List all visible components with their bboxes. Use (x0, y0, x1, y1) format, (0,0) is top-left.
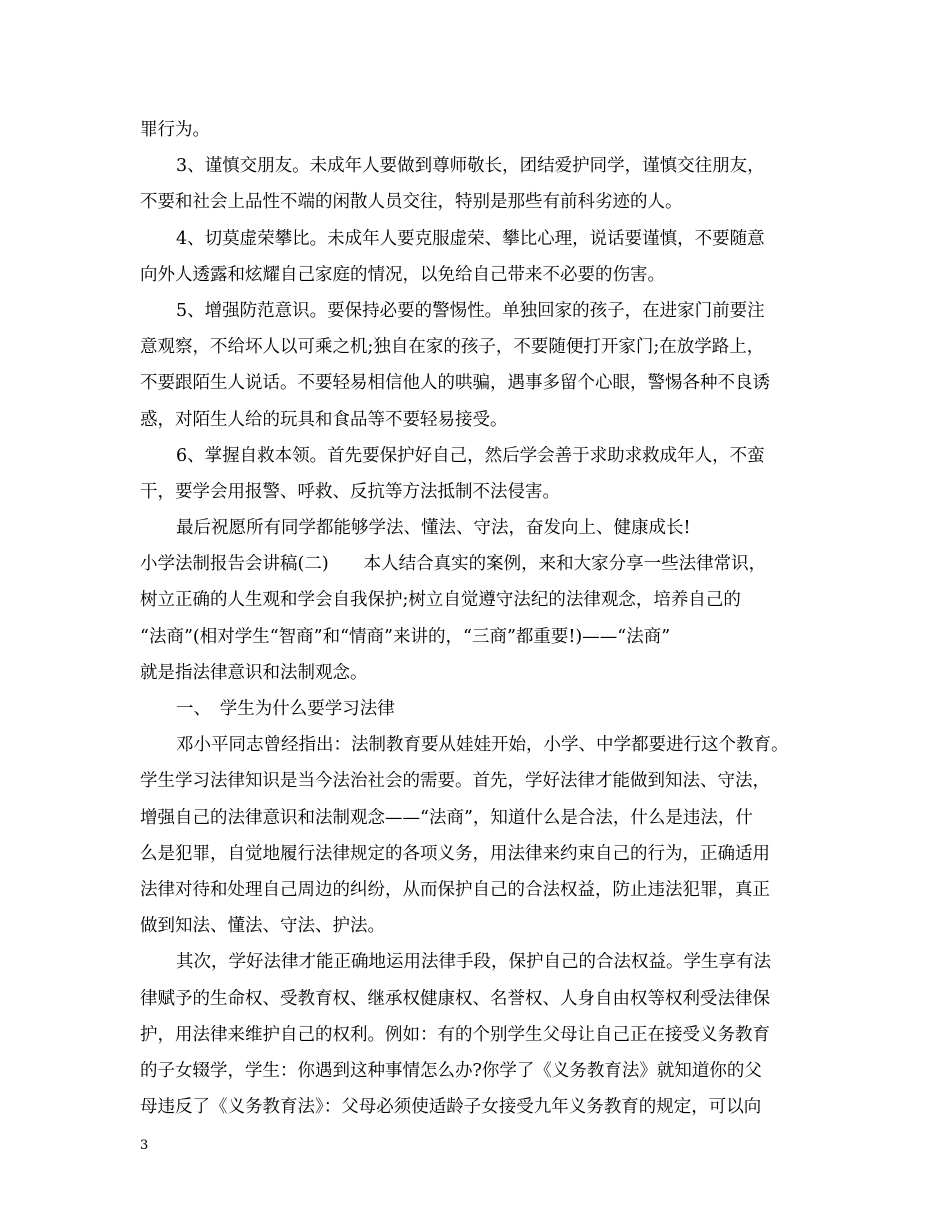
page-number: 3 (140, 1138, 149, 1153)
text-line: 其次，学好法律才能正确地运用法律手段，保护自己的合法权益。学生享有法 (176, 952, 771, 973)
text-line: 向外人透露和炫耀自己家庭的情况，以免给自己带来不必要的伤害。 (140, 264, 665, 285)
section-title-line: 小学法制报告会讲稿(二) 本人结合真实的案例，来和大家分享一些法律常识， (140, 554, 767, 575)
text-line: 惑，对陌生人给的玩具和食品等不要轻易接受。 (140, 409, 508, 430)
text-line: 法律对待和处理自己周边的纠纷，从而保护自己的合法权益，防止违法犯罪，真正 (140, 879, 770, 900)
text-line: 就是指法律意识和法制观念。 (140, 662, 368, 683)
text-line: 干，要学会用报警、呼救、反抗等方法抵制不法侵害。 (140, 481, 560, 502)
text-line: 4、切莫虚荣攀比。未成年人要克服虚荣、攀比心理，说话要谨慎，不要随意 (176, 228, 765, 249)
text-line: 不要和社会上品性不端的闲散人员交往，特别是那些有前科劣迹的人。 (140, 192, 683, 213)
text-line: “法商”(相对学生“智商”和“情商”来讲的，“三商”都重要!)——“法商” (140, 626, 671, 647)
text-line: 5、增强防范意识。要保持必要的警惕性。单独回家的孩子，在进家门前要注 (176, 300, 765, 321)
text-line: 最后祝愿所有同学都能够学法、懂法、守法，奋发向上、健康成长! (176, 518, 691, 539)
text-line: 不要跟陌生人说话。不要轻易相信他人的哄骗，遇事多留个心眼，警惕各种不良诱 (140, 373, 770, 394)
text-line: 意观察，不给坏人以可乘之机;独自在家的孩子，不要随便打开家门;在放学路上， (140, 337, 765, 358)
text-line: 树立正确的人生观和学会自我保护;树立自觉遵守法纪的法律观念，培养自己的 (140, 590, 741, 611)
text-line: 邓小平同志曾经指出：法制教育要从娃娃开始，小学、中学都要进行这个教育。 (176, 735, 789, 756)
document-body (140, 112, 820, 1125)
text-line: 6、掌握自救本领。首先要保护好自己，然后学会善于求助求救成年人，不蛮 (176, 445, 765, 466)
text-line: 么是犯罪，自觉地履行法律规定的各项义务，用法律来约束自己的行为，正确适用 (140, 843, 770, 864)
text-line: 学生学习法律知识是当今法治社会的需要。首先，学好法律才能做到知法、守法， (140, 771, 770, 792)
text-line: 母违反了《义务教育法》：父母必须使适龄子女接受九年义务教育的规定，可以向 (140, 1097, 762, 1118)
text-line: 护，用法律来维护自己的权利。例如：有的个别学生父母让自己正在接受义务教育 (140, 1024, 770, 1045)
text-line: 增强自己的法律意识和法制观念——“法商”，知道什么是合法，什么是违法，什 (140, 807, 753, 828)
text-line: 做到知法、懂法、守法、护法。 (140, 916, 385, 937)
text-line: 律赋予的生命权、受教育权、继承权健康权、名誉权、人身自由权等权利受法律保 (140, 988, 770, 1009)
text-line: 的子女辍学，学生：你遇到这种事情怎么办?你学了《义务教育法》就知道你的父 (140, 1060, 762, 1081)
section-heading: 一、 学生为什么要学习法律 (176, 699, 395, 719)
text-line: 3、谨慎交朋友。未成年人要做到尊师敬长，团结爱护同学，谨慎交往朋友， (176, 156, 765, 177)
text-line: 罪行为。 (140, 120, 210, 140)
